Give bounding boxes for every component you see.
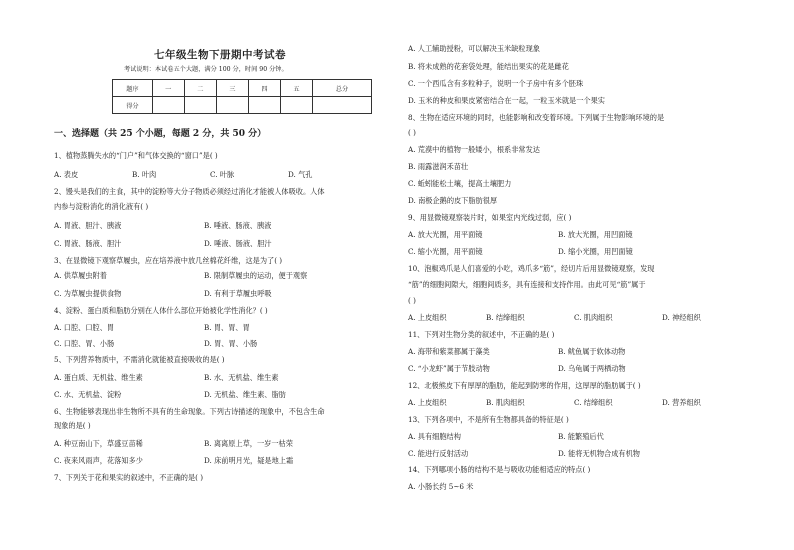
option: C. “小龙虾”属于节肢动物 — [408, 364, 490, 373]
question-line: 5、下列营养物质中，不需消化就能被直接吸收的是( ) — [54, 355, 225, 364]
option: A. 小肠长约 5~6 米 — [408, 482, 474, 491]
option: D. 乌龟属于两栖动物 — [558, 364, 626, 373]
option: A. 种豆南山下，草盛豆苗稀 — [54, 439, 143, 448]
question-line: 9、用显微镜观察装片时，如果室内光线过弱，应( ) — [408, 213, 572, 222]
exam-note: 考试说明：本试卷五个大题，满分 100 分，时间 90 分钟。 — [124, 66, 288, 73]
option: B. 结缔组织 — [486, 313, 525, 322]
question-line: ( ) — [408, 296, 416, 305]
option: C. 蚯蚓能松土壤，提高土壤肥力 — [408, 179, 512, 188]
option: D. 缩小光圈，用凹面镜 — [558, 247, 633, 256]
option: C. 口腔、胃、小肠 — [54, 339, 115, 348]
score-cell: 四 — [248, 80, 280, 97]
question-line: 8、生物在适应环境的同时，也能影响和改变着环境。下列属于生物影响环境的是 — [408, 113, 665, 122]
option: D. 无机盐、维生素、脂肪 — [204, 390, 286, 399]
option: D. 胃、胃、小肠 — [204, 339, 258, 348]
option: D. 玉米的种皮和果皮紧密结合在一起，一粒玉米就是一个果实 — [408, 96, 605, 105]
option: C. 水、无机盐、淀粉 — [54, 390, 122, 399]
option: D. 有利于草履虫呼吸 — [204, 289, 272, 298]
question-line: 6、生物能够表现出非生物所不具有的生命现象。下列古诗描述的现象中，不包含生命 — [54, 407, 325, 416]
option: C. 叶脉 — [210, 170, 235, 179]
option: D. 唾液、肠液、胆汁 — [204, 239, 272, 248]
option: C. 结缔组织 — [574, 398, 613, 407]
option: A. 上皮组织 — [408, 313, 447, 322]
score-cell: 三 — [216, 80, 248, 97]
score-cell: 五 — [280, 80, 312, 97]
score-cell[interactable] — [280, 97, 312, 114]
option: B. 胃、胃、胃 — [204, 323, 250, 332]
score-cell[interactable] — [152, 97, 184, 114]
option: B. 能繁殖后代 — [558, 432, 604, 441]
option: A. 蛋白质、无机盐、维生素 — [54, 373, 143, 382]
score-cell: 总分 — [312, 80, 371, 97]
option: D. 南极企鹅的皮下脂肪很厚 — [408, 196, 498, 205]
option: A. 具有细胞结构 — [408, 432, 461, 441]
question-line: 3、在显微镜下观察草履虫，应在培养液中放几丝棉花纤维，这是为了( ) — [54, 256, 283, 265]
question-line: 内参与淀粉消化的消化液有( ) — [54, 202, 149, 211]
option: C. 一个西瓜含有多粒种子，说明一个子房中有多个胚珠 — [408, 79, 584, 88]
score-cell[interactable] — [248, 97, 280, 114]
option: B. 唾液、肠液、胰液 — [204, 221, 272, 230]
score-cell: 一 — [152, 80, 184, 97]
question-line: 7、下列关于花和果实的叙述中，不正确的是( ) — [54, 473, 204, 482]
option: B. 水、无机盐、维生素 — [204, 373, 279, 382]
question-line: 11、下列对生物分类的叙述中，不正确的是( ) — [408, 330, 555, 339]
option: B. 肌肉组织 — [486, 398, 525, 407]
option: C. 为草履虫提供食物 — [54, 289, 122, 298]
question-line: 14、下列哪项小肠的结构不是与吸收功能相适应的特点( ) — [408, 465, 591, 474]
question-line: 10、泡椒鸡爪是人们喜爱的小吃，鸡爪多“筋”，经切片后用显微镜观察，发现 — [408, 264, 655, 273]
section-heading: 一、选择题（共 25 个小题，每题 2 分，共 50 分） — [54, 129, 267, 139]
option: C. 能进行反射活动 — [408, 449, 469, 458]
option: B. 叶肉 — [132, 170, 157, 179]
option: B. 鱿鱼属于软体动物 — [558, 347, 626, 356]
score-table-row — [113, 80, 372, 97]
question-line: 12、北极熊皮下有厚厚的脂肪，能起到防寒的作用，这厚厚的脂肪属于( ) — [408, 381, 641, 390]
option: A. 荒漠中的植物一般矮小，根系非常发达 — [408, 145, 540, 154]
option: B. 雨露滋润禾苗壮 — [408, 162, 469, 171]
score-cell[interactable] — [184, 97, 216, 114]
question-line: “筋”的细胞间隙大，细胞间质多，具有连接和支持作用。由此可见“筋”属于 — [408, 280, 646, 289]
option: A. 供草履虫附着 — [54, 271, 107, 280]
option: D. 床前明月光，疑是地上霜 — [204, 456, 294, 465]
score-cell[interactable] — [216, 97, 248, 114]
option: D. 营养组织 — [662, 398, 701, 407]
page-title: 七年级生物下册期中考试卷 — [154, 49, 286, 61]
question-line: ( ) — [408, 128, 416, 137]
score-table — [112, 79, 372, 114]
question-line: 2、馒头是我们的主食，其中的淀粉等大分子物质必须经过消化才能被人体吸收。人体 — [54, 187, 325, 196]
option: C. 胃液、肠液、胆汁 — [54, 239, 122, 248]
option: A. 人工辅助授粉，可以解决玉米缺粒现象 — [408, 44, 540, 53]
option: B. 限制草履虫的运动，便于观察 — [204, 271, 308, 280]
option: A. 口腔、口腔、胃 — [54, 323, 115, 332]
option: B. 将未成熟的花套袋处理，能结出果实的花是雌花 — [408, 62, 569, 71]
option: A. 表皮 — [54, 170, 79, 179]
question-line: 1、植物蒸腾失水的“门户”和气体交换的“窗口”是( ) — [54, 151, 218, 160]
option: C. 肌肉组织 — [574, 313, 613, 322]
option: A. 放大光圈，用平面镜 — [408, 230, 483, 239]
question-line: 现象的是( ) — [54, 421, 91, 430]
score-cell: 二 — [184, 80, 216, 97]
score-cell[interactable] — [312, 97, 371, 114]
option: A. 上皮组织 — [408, 398, 447, 407]
score-cell: 得分 — [113, 97, 153, 114]
option: B. 离离原上草，一岁一枯荣 — [204, 439, 293, 448]
option: A. 胃液、胆汁、胰液 — [54, 221, 122, 230]
option: D. 能将无机物合成有机物 — [558, 449, 640, 458]
question-line: 13、下列各项中，不是所有生物都具备的特征是( ) — [408, 415, 569, 424]
option: D. 神经组织 — [662, 313, 701, 322]
option: D. 气孔 — [288, 170, 313, 179]
score-table-row — [113, 97, 372, 114]
score-cell: 题序 — [113, 80, 153, 97]
option: A. 海带和紫菜都属于藻类 — [408, 347, 490, 356]
option: C. 缩小光圈，用平面镜 — [408, 247, 483, 256]
option: B. 放大光圈，用凹面镜 — [558, 230, 633, 239]
question-line: 4、淀粉、蛋白质和脂肪分别在人体什么部位开始被化学性消化？( ) — [54, 306, 268, 315]
option: C. 夜来风雨声，花落知多少 — [54, 456, 143, 465]
